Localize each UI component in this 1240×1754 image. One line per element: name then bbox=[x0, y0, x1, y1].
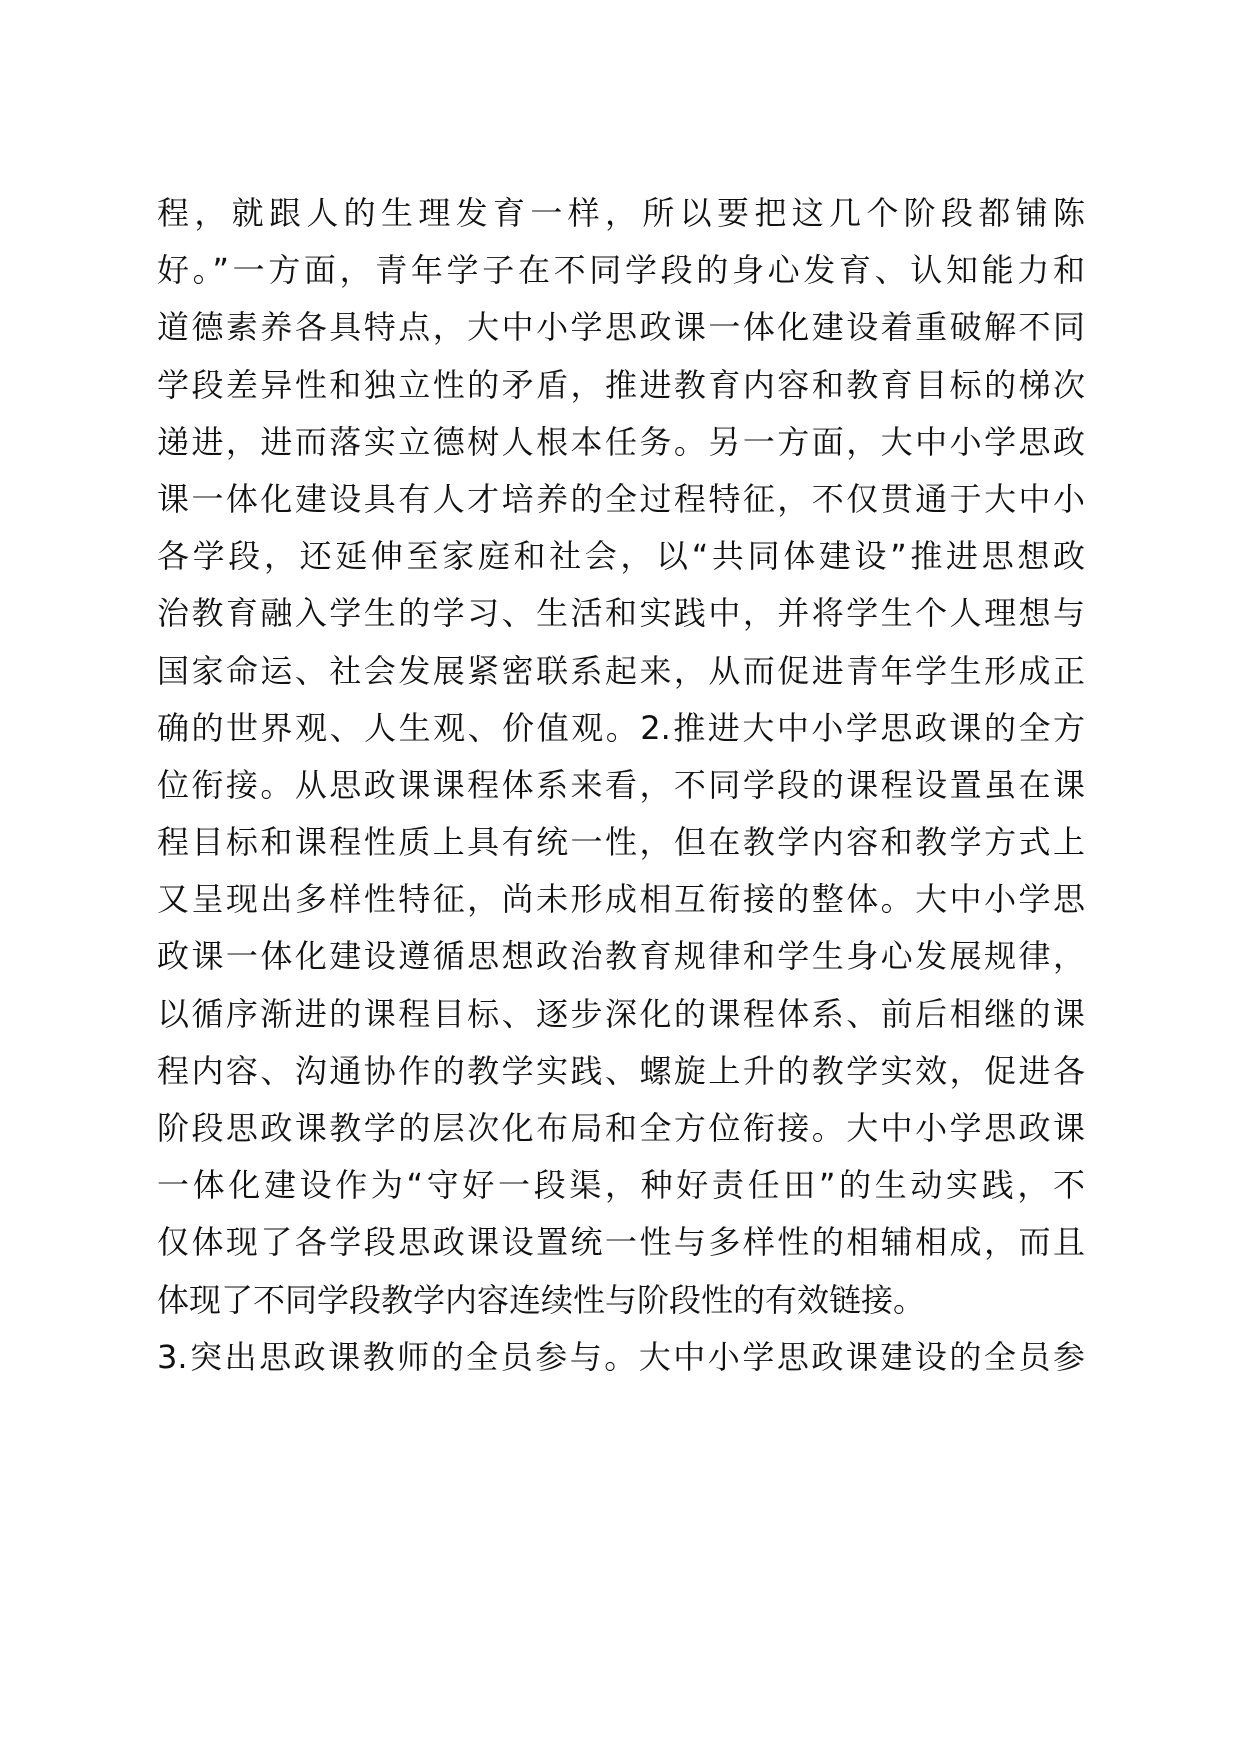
text-line-18: 一体化建设作为“守好一段渠，种好责任田”的生动实践，不 bbox=[157, 1166, 1085, 1205]
text-line-21: 3.突出思政课教师的全员参与。大中小学思政课建设的全员参 bbox=[157, 1337, 1085, 1376]
text-line-19: 仅体现了各学段思政课设置统一性与多样性的相辅相成，而且 bbox=[157, 1223, 1085, 1262]
text-line-11: 位衔接。从思政课课程体系来看，不同学段的课程设置虽在课 bbox=[157, 765, 1085, 804]
text-line-16: 程内容、沟通协作的教学实践、螺旋上升的教学实效，促进各 bbox=[157, 1051, 1085, 1090]
text-line-13: 又呈现出多样性特征，尚未形成相互衔接的整体。大中小学思 bbox=[157, 880, 1085, 919]
text-line-12: 程目标和课程性质上具有统一性，但在教学内容和教学方式上 bbox=[157, 823, 1085, 862]
text-line-6: 课一体化建设具有人才培养的全过程特征，不仅贯通于大中小 bbox=[157, 479, 1085, 518]
text-line-8: 治教育融入学生的学习、生活和实践中，并将学生个人理想与 bbox=[157, 594, 1085, 633]
text-line-3: 道德素养各具特点，大中小学思政课一体化建设着重破解不同 bbox=[157, 308, 1085, 347]
text-line-4: 学段差异性和独立性的矛盾，推进教育内容和教育目标的梯次 bbox=[157, 365, 1085, 404]
text-line-14: 政课一体化建设遵循思想政治教育规律和学生身心发展规律， bbox=[157, 937, 1085, 976]
text-line-2: 好。”一方面，青年学子在不同学段的身心发育、认知能力和 bbox=[157, 251, 1085, 290]
text-line-20: 体现了不同学段教学内容连续性与阶段性的有效链接。 bbox=[157, 1280, 926, 1319]
body-text bbox=[157, 185, 1085, 1386]
text-line-17: 阶段思政课教学的层次化布局和全方位衔接。大中小学思政课 bbox=[157, 1109, 1085, 1147]
text-line-7: 各学段，还延伸至家庭和社会，以“共同体建设”推进思想政 bbox=[157, 537, 1085, 576]
text-line-5: 递进，进而落实立德树人根本任务。另一方面，大中小学思政 bbox=[157, 422, 1085, 461]
text-line-1: 程，就跟人的生理发育一样，所以要把这几个阶段都铺陈 bbox=[157, 194, 1085, 232]
text-line-9: 国家命运、社会发展紧密联系起来，从而促进青年学生形成正 bbox=[157, 651, 1085, 690]
text-line-10: 确的世界观、人生观、价值观。2.推进大中小学思政课的全方 bbox=[157, 708, 1085, 747]
text-line-15: 以循序渐进的课程目标、逐步深化的课程体系、前后相继的课 bbox=[157, 994, 1085, 1033]
